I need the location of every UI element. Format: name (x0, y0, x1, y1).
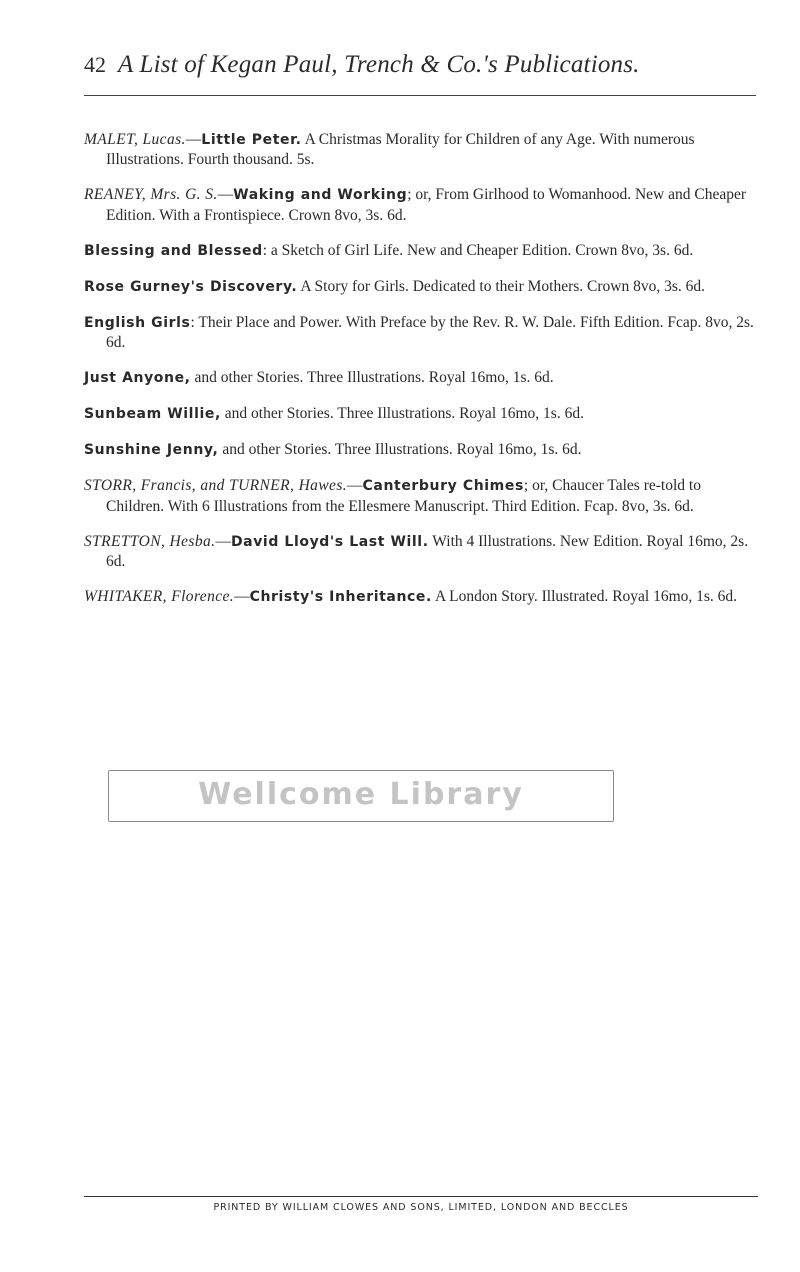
entry-description: A London Story. Illustrated. Royal 16mo, 1s. 6d. (434, 588, 738, 605)
page-number: 42 (84, 52, 106, 77)
entry-title: Sunshine Jenny, (84, 442, 219, 458)
catalogue-entry: STORR, Francis, and TURNER, Hawes.—Canterbury Chimes; or, Chaucer Tales re-told to Children. With 6 Illustrations from the Ellesmere Manuscript. Third Edition. Fcap. 8vo, 3s. 6d. (84, 477, 701, 515)
page-header (84, 52, 754, 96)
entry-description: ; or, From Girlhood to Womanhood. New and Cheaper Edition. With a Frontispiece. Crown 8vo, 3s. 6d. (106, 186, 746, 224)
entry-title: Waking and Working (233, 187, 408, 203)
catalogue-entry: STRETTON, Hesba.—David Lloyd's Last Will. With 4 Illustrations. New Edition. Royal 16mo, 2s. 6d. (84, 532, 749, 570)
entry-title: English Girls (84, 314, 191, 331)
entry-title: Christy's Inheritance. (249, 589, 432, 605)
entry-title: Just Anyone, (84, 370, 191, 386)
printer-imprint: PRINTED BY WILLIAM CLOWES AND SONS, LIMITED, LONDON AND BECCLES (213, 1202, 629, 1213)
entry-title: Sunbeam Willie, (84, 406, 221, 422)
entry-description: A Christmas Morality for Children of any Age. With numerous Illustrations. Fourth thousand. 5s. (106, 130, 695, 168)
catalogue-entry (84, 277, 758, 298)
entry-description: and other Stories. Three Illustrations. Royal 16mo, 1s. 6d. (194, 369, 554, 386)
entry-author: MALET, Lucas. (84, 130, 186, 148)
header-rule (84, 95, 756, 96)
catalogue-entry (84, 440, 758, 461)
entry-author: STRETTON, Hesba. (84, 532, 216, 550)
entry-author: WHITAKER, Florence. (84, 588, 235, 605)
footer-rule (84, 1196, 758, 1197)
entry-description: With 4 Illustrations. New Edition. Royal 16mo, 2s. 6d. (106, 532, 749, 570)
running-title: A List of Kegan Paul, Trench & Co.'s Publications. (118, 51, 640, 78)
catalogue-entries (84, 114, 758, 614)
catalogue-entry: REANEY, Mrs. G. S.—Waking and Working; or, From Girlhood to Womanhood. New and Cheaper Edition. With a Frontispiece. Crown 8vo, 3s. 6d. (84, 186, 746, 224)
library-stamp (108, 770, 614, 822)
entry-description: A Story for Girls. Dedicated to their Mothers. Crown 8vo, 3s. 6d. (300, 277, 706, 295)
entry-description: and other Stories. Three Illustrations. Royal 16mo, 1s. 6d. (222, 441, 582, 458)
entry-description: : a Sketch of Girl Life. New and Cheaper Edition. Crown 8vo, 3s. 6d. (262, 241, 694, 259)
catalogue-entry: MALET, Lucas.—Little Peter. A Christmas Morality for Children of any Age. With numerous Illustrations. Fourth thousand. 5s. (84, 130, 695, 168)
entry-title: Canterbury Chimes (362, 478, 524, 494)
catalogue-entry (84, 368, 758, 389)
catalogue-entry (84, 313, 758, 353)
entry-author: STORR, Francis, and TURNER, Hawes. (84, 477, 348, 494)
entry-title: Blessing and Blessed (84, 242, 263, 259)
entry-author: REANEY, Mrs. G. S. (84, 186, 218, 203)
entry-description: ; or, Chaucer Tales re-told to Children. With 6 Illustrations from the Ellesmere Manuscript. Third Edition. Fcap. 8vo, 3s. 6d. (106, 477, 701, 515)
library-stamp-text: Wellcome Library (198, 777, 524, 812)
catalogue-entry (84, 241, 758, 262)
entry-description: : Their Place and Power. With Preface by the Rev. R. W. Dale. Fifth Edition. Fcap. 8vo, 2s. 6d. (106, 313, 754, 351)
catalogue-entry: WHITAKER, Florence.—Christy's Inheritance. A London Story. Illustrated. Royal 16mo, 1s. 6d. (84, 588, 738, 605)
entry-description: and other Stories. Three Illustrations. Royal 16mo, 1s. 6d. (224, 405, 584, 422)
entry-title: Rose Gurney's Discovery. (84, 278, 298, 295)
entry-title: Little Peter. (201, 131, 302, 148)
catalogue-entry (84, 404, 758, 425)
entry-title: David Lloyd's Last Will. (230, 533, 429, 550)
